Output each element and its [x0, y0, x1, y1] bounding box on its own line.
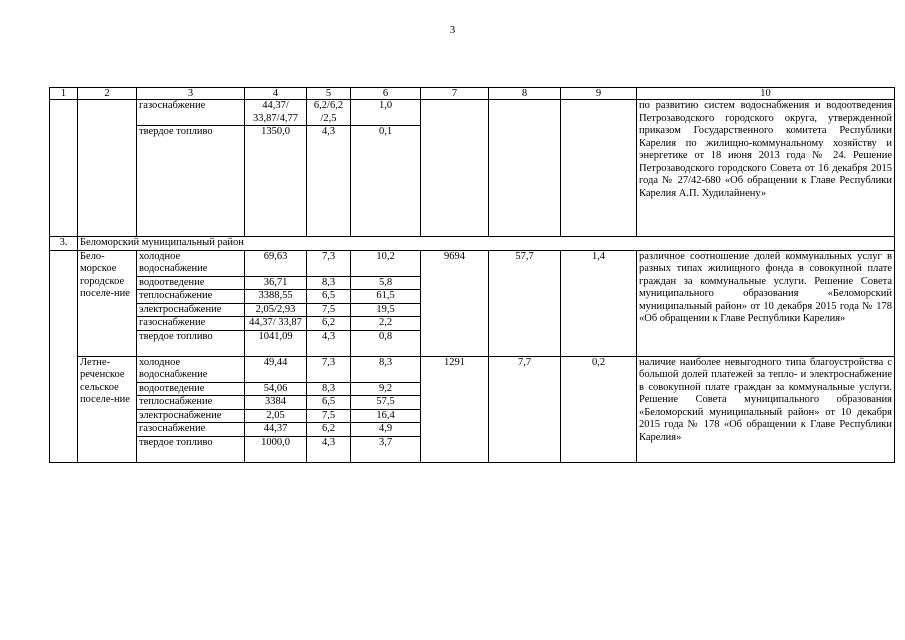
value-cell: 4,3	[307, 330, 351, 356]
value-cell: 6,2	[307, 423, 351, 437]
service-cell: газоснабжение	[137, 317, 245, 331]
service-cell: твердое топливо	[137, 126, 245, 237]
header-cell: 3	[137, 88, 245, 100]
value-cell: 2,2	[351, 317, 421, 331]
value-cell: 2,05	[245, 409, 307, 423]
page-number: 3	[449, 24, 456, 36]
value-cell: 6,2/6,2 /2,5	[307, 100, 351, 126]
value-cell: 36,71	[245, 276, 307, 290]
service-cell: электроснабжение	[137, 303, 245, 317]
settlement-name: Бело-морское городское поселе-ние	[78, 250, 137, 356]
value-cell: 6,2	[307, 317, 351, 331]
service-cell: водоотведение	[137, 276, 245, 290]
settlement-name: Летне-реченское сельское поселе-ние	[78, 356, 137, 462]
value-cell: 3,7	[351, 436, 421, 462]
service-cell: газоснабжение	[137, 100, 245, 126]
value-cell: 4,9	[351, 423, 421, 437]
value-cell: 6,5	[307, 396, 351, 410]
service-cell: теплоснабжение	[137, 290, 245, 304]
header-cell: 2	[78, 88, 137, 100]
value-cell: 54,06	[245, 382, 307, 396]
service-cell: твердое топливо	[137, 330, 245, 356]
header-cell: 7	[421, 88, 489, 100]
header-cell: 6	[351, 88, 421, 100]
value-cell: 0,8	[351, 330, 421, 356]
value-cell: 3388,55	[245, 290, 307, 304]
value-cell: 69,63	[245, 250, 307, 276]
value-cell: 9,2	[351, 382, 421, 396]
value-cell: 4,3	[307, 126, 351, 237]
value-cell: 0,2	[561, 356, 637, 462]
value-cell: 7,5	[307, 409, 351, 423]
value-cell: 44,37/ 33,87	[245, 317, 307, 331]
section-row	[50, 237, 895, 251]
service-cell: теплоснабжение	[137, 396, 245, 410]
population-cell: 1291	[421, 356, 489, 462]
service-cell: твердое топливо	[137, 436, 245, 462]
value-cell: 5,8	[351, 276, 421, 290]
value-cell: 7,3	[307, 356, 351, 382]
value-cell: 1041,09	[245, 330, 307, 356]
note-cell: наличие наиболее невыгодного типа благоустройства с большой долей платежей за тепло- и электроснабжение в совокупной плате граждан за коммунальные услуги. Решение Совета муниципального образования «Беломорский муниципальный район» от 10 декабря 2015 года № 178 «Об обращении к Главе Республики Карелия»	[637, 356, 895, 462]
value-cell: 8,3	[307, 382, 351, 396]
header-cell: 1	[50, 88, 78, 100]
header-cell: 8	[489, 88, 561, 100]
value-cell: 1000,0	[245, 436, 307, 462]
value-cell: 6,5	[307, 290, 351, 304]
value-cell: 7,5	[307, 303, 351, 317]
value-cell: 1350,0	[245, 126, 307, 237]
service-cell: газоснабжение	[137, 423, 245, 437]
tariff-table	[49, 87, 895, 463]
header-cell: 4	[245, 88, 307, 100]
value-cell: 4,3	[307, 436, 351, 462]
value-cell: 44,37	[245, 423, 307, 437]
value-cell: 0,1	[351, 126, 421, 237]
service-cell: холодное водоснабжение	[137, 356, 245, 382]
header-cell: 5	[307, 88, 351, 100]
value-cell: 19,5	[351, 303, 421, 317]
header-cell: 10	[637, 88, 895, 100]
note-cell: по развитию систем водоснабжения и водоотведения Петрозаводского городского округа, утвержденной приказом Государственного комитета Республики Карелия по жилищно-коммунальному хозяйству и энергетике от 18 июня 2013 года № 24. Решение Петрозаводского городского Совета от 16 декабря 2015 года № 27/42-680 «Об обращении к Главе Республики Карелия А.П. Худилайнену»	[637, 100, 895, 237]
value-cell: 57,7	[489, 250, 561, 356]
value-cell: 57,5	[351, 396, 421, 410]
table-row	[50, 250, 895, 276]
note-cell: различное соотношение долей коммунальных услуг в разных типах жилищного фонда в совокупной плате граждан за коммунальные услуги. Решение Совета муниципального образования «Беломорский муниципальный район» от 10 декабря 2015 года № 178 «Об обращении к Главе Республики Карелия»	[637, 250, 895, 356]
value-cell: 1,4	[561, 250, 637, 356]
service-cell: водоотведение	[137, 382, 245, 396]
header-row	[50, 88, 895, 100]
table-row	[50, 356, 895, 382]
value-cell: 16,4	[351, 409, 421, 423]
section-title: Беломорский муниципальный район	[78, 237, 895, 251]
value-cell: 2,05/2,93	[245, 303, 307, 317]
service-cell: электроснабжение	[137, 409, 245, 423]
value-cell: 1,0	[351, 100, 421, 126]
service-cell: холодное водоснабжение	[137, 250, 245, 276]
header-cell: 9	[561, 88, 637, 100]
population-cell: 9694	[421, 250, 489, 356]
value-cell: 10,2	[351, 250, 421, 276]
value-cell: 49,44	[245, 356, 307, 382]
value-cell: 8,3	[351, 356, 421, 382]
value-cell: 8,3	[307, 276, 351, 290]
section-number: 3.	[50, 237, 78, 251]
value-cell: 61,5	[351, 290, 421, 304]
value-cell: 7,3	[307, 250, 351, 276]
value-cell: 3384	[245, 396, 307, 410]
value-cell: 44,37/ 33,87/4,77	[245, 100, 307, 126]
table-row	[50, 100, 895, 126]
value-cell: 7,7	[489, 356, 561, 462]
